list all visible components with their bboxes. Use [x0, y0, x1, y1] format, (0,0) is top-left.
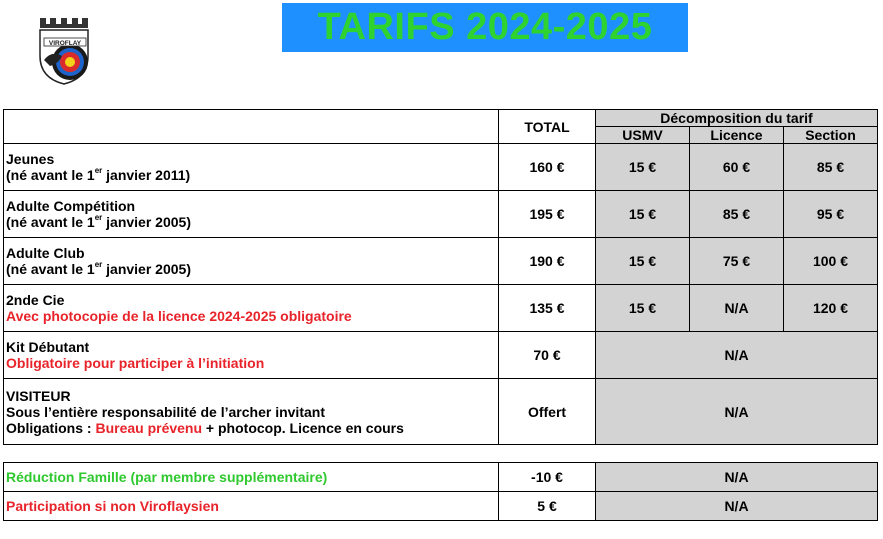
- header-empty: [4, 110, 499, 144]
- row-licence: 85 €: [690, 191, 784, 238]
- header-decomposition: Décomposition du tarif: [596, 110, 878, 127]
- row-usmv: 15 €: [596, 238, 690, 285]
- logo-text: VIROFLAY: [48, 40, 82, 47]
- row-total: 135 €: [499, 285, 596, 332]
- row-obligations: Obligations : Bureau prévenu + photocop. Licence en cours: [6, 419, 404, 436]
- header-section: Section: [784, 127, 878, 144]
- row-note: Avec photocopie de la licence 2024-2025 obligatoire: [6, 308, 352, 324]
- row-label: [4, 144, 499, 191]
- row-section: 85 €: [784, 144, 878, 191]
- row-subtitle: (né avant le 1er janvier 2011): [6, 166, 191, 183]
- row-title: VISITEUR: [6, 387, 71, 404]
- table-row: [4, 285, 878, 332]
- row-label: [4, 379, 499, 445]
- table-spacer: [4, 445, 878, 463]
- table-row: [4, 191, 878, 238]
- extra-total: -10 €: [499, 463, 596, 492]
- row-section: 100 €: [784, 238, 878, 285]
- row-title: Kit Débutant: [6, 339, 90, 355]
- row-licence: 75 €: [690, 238, 784, 285]
- row-total: 195 €: [499, 191, 596, 238]
- row-usmv: 15 €: [596, 191, 690, 238]
- extra-decomposition: N/A: [596, 463, 878, 492]
- row-title: 2nde Cie: [6, 292, 65, 308]
- row-decomposition-merged: N/A: [596, 332, 878, 379]
- row-decomposition-merged: N/A: [596, 379, 878, 445]
- header-licence: Licence: [690, 127, 784, 144]
- table-row: [4, 492, 878, 521]
- row-subtitle: Sous l’entière responsabilité de l’archer invitant: [6, 403, 325, 420]
- row-usmv: 15 €: [596, 144, 690, 191]
- extra-decomposition: N/A: [596, 492, 878, 521]
- row-licence: 60 €: [690, 144, 784, 191]
- row-title: Adulte Club: [6, 245, 85, 261]
- row-label: [4, 332, 499, 379]
- table-row: [4, 463, 878, 492]
- row-label: [4, 191, 499, 238]
- row-section: 120 €: [784, 285, 878, 332]
- row-total: 70 €: [499, 332, 596, 379]
- header-total: TOTAL: [499, 110, 596, 144]
- row-note: Obligatoire pour participer à l’initiation: [6, 355, 265, 371]
- table-row: [4, 238, 878, 285]
- page-title: TARIFS 2024-2025: [282, 3, 688, 52]
- row-subtitle: (né avant le 1er janvier 2005): [6, 260, 191, 277]
- club-logo: [34, 16, 94, 86]
- table-row: [4, 332, 878, 379]
- table-row: [4, 144, 878, 191]
- row-total: 190 €: [499, 238, 596, 285]
- row-label: [4, 238, 499, 285]
- row-subtitle: (né avant le 1er janvier 2005): [6, 213, 191, 230]
- row-title: Jeunes: [6, 151, 55, 167]
- extra-total: 5 €: [499, 492, 596, 521]
- row-title: Adulte Compétition: [6, 198, 136, 214]
- row-label: [4, 285, 499, 332]
- extra-label: Réduction Famille (par membre supplémentaire): [4, 463, 499, 492]
- row-total: 160 €: [499, 144, 596, 191]
- header-usmv: USMV: [596, 127, 690, 144]
- row-usmv: 15 €: [596, 285, 690, 332]
- extra-label: Participation si non Viroflaysien: [4, 492, 499, 521]
- row-licence: N/A: [690, 285, 784, 332]
- tarifs-table: [3, 109, 878, 521]
- row-total: Offert: [499, 379, 596, 445]
- row-section: 95 €: [784, 191, 878, 238]
- table-row: [4, 379, 878, 445]
